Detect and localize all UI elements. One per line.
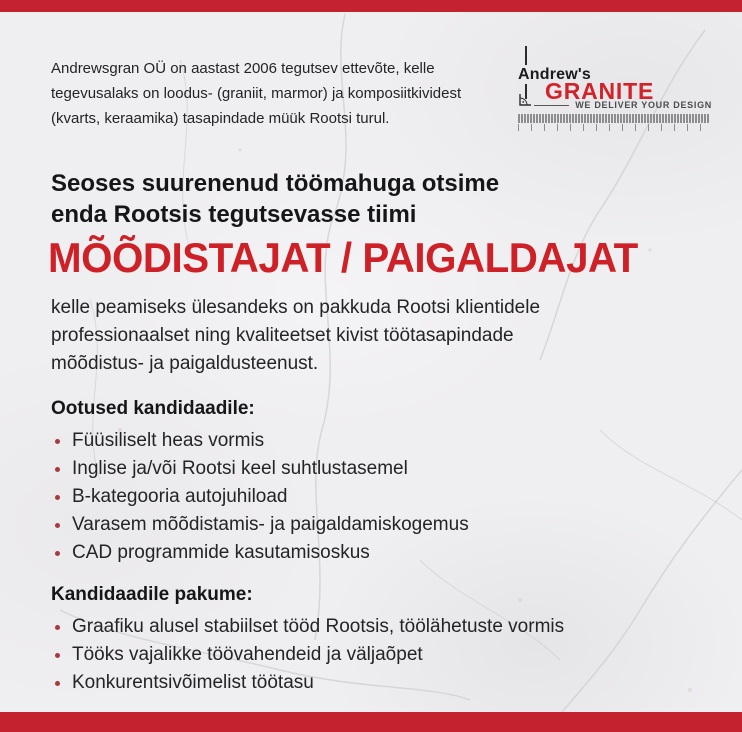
list-item [51, 641, 564, 669]
list-item-text: Graafiku alusel stabiilset tööd Rootsis, töölähetuste vormis [72, 616, 565, 637]
list-item-text: Konkurentsivõimelist töötasu [72, 672, 314, 693]
bullet-icon [55, 551, 60, 556]
job-description [51, 294, 540, 378]
company-intro-line: tegevusalaks on loodus- (graniit, marmor) ja komposiitkividest [51, 85, 462, 102]
list-item-text: Füüsiliselt heas vormis [72, 430, 265, 451]
bullet-icon [55, 467, 60, 472]
section-heading: Kandidaadile pakume: [51, 584, 253, 605]
bullet-icon [55, 653, 60, 658]
headline [51, 168, 499, 230]
offer-list [51, 613, 564, 697]
section-heading: Ootused kandidaadile: [51, 398, 255, 419]
list-item [51, 669, 564, 697]
bullet-icon [55, 495, 60, 500]
job-description-line: mõõdistus- ja paigaldusteenust. [51, 353, 319, 374]
job-description-line: kelle peamiseks ülesandeks on pakkuda Rootsi klientidele [51, 297, 541, 318]
measuring-tape-icon [518, 114, 710, 131]
section-expectations [51, 398, 469, 567]
bullet-icon [55, 625, 60, 630]
top-red-bar [0, 0, 742, 12]
ruler-ticks [518, 124, 710, 131]
bullet-icon [55, 681, 60, 686]
list-item-text: CAD programmide kasutamisoskus [72, 542, 370, 563]
list-item-text: Tööks vajalikke töövahendeid ja väljaõpet [72, 644, 423, 665]
bullet-icon [55, 439, 60, 444]
list-item [51, 511, 469, 539]
logo-name-main: GRANITE [545, 78, 655, 104]
ruler-band [518, 114, 710, 123]
list-item-text: B-kategooria autojuhiload [72, 486, 288, 507]
list-item-text: Inglise ja/või Rootsi keel suhtlustasemel [72, 458, 408, 479]
logo-tagline-row [534, 100, 712, 110]
company-intro-line: Andrewsgran OÜ on aastast 2006 tegutsev ettevõte, kelle [51, 60, 435, 77]
bullet-icon [55, 523, 60, 528]
job-title: MÕÕDISTAJAT / PAIGALDAJAT [48, 234, 638, 281]
list-item [51, 613, 564, 641]
headline-line: enda Rootsis tegutsevasse tiimi [51, 201, 417, 228]
logo-name-top: Andrew's [518, 66, 591, 83]
list-item [51, 455, 469, 483]
tagline-rule [534, 105, 569, 106]
company-intro [51, 56, 461, 131]
list-item [51, 483, 469, 511]
expectations-list [51, 427, 469, 567]
set-square-icon [519, 94, 532, 106]
list-item [51, 427, 469, 455]
bottom-red-bar [0, 712, 742, 732]
section-offer [51, 584, 564, 697]
headline-line: Seoses suurenenud töömahuga otsime [51, 170, 500, 197]
list-item [51, 539, 469, 567]
logo-tagline: WE DELIVER YOUR DESIGN [575, 100, 712, 110]
company-intro-line: (kvarts, keraamika) tasapindade müük Rootsi turul. [51, 110, 390, 127]
list-item-text: Varasem mõõdistamis- ja paigaldamiskogemus [72, 514, 469, 535]
logo-rule-line [525, 46, 527, 65]
company-logo [516, 45, 712, 135]
job-description-line: professionaalset ning kvaliteetset kivist töötasapindade [51, 325, 514, 346]
